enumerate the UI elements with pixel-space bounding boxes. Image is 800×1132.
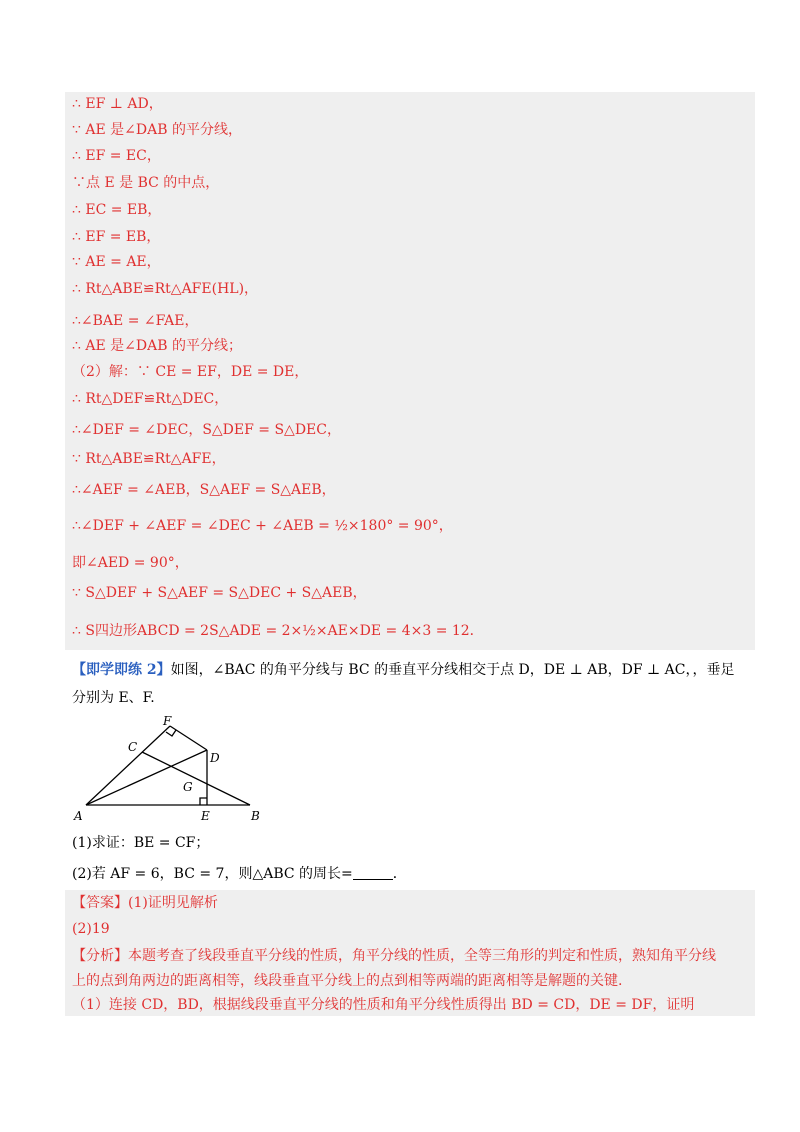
- solution-line: ∴ EF = EC，: [72, 148, 161, 164]
- exercise-stem: [72, 659, 754, 706]
- label-B: B: [251, 809, 260, 823]
- analysis-line-2: 上的点到角两边的距离相等，线段垂直平分线上的点到相等两端的距离相等是解题的关键.: [72, 973, 623, 989]
- segment-CB: [142, 752, 250, 805]
- right-angle-E: [200, 798, 207, 805]
- solution-line: ∴ Rt△ABE≌Rt△AFE(HL)，: [72, 281, 259, 297]
- solution-line: ∵ AE = AE，: [72, 254, 161, 270]
- question-2-suffix: ．: [392, 866, 407, 882]
- answer-text: (1)证明见解析: [128, 895, 218, 911]
- label-D: D: [210, 751, 220, 765]
- question-2: [72, 864, 407, 884]
- segment-FD: [170, 726, 207, 750]
- solution-line: 即∠AED = 90°，: [72, 555, 189, 571]
- label-E: E: [201, 809, 210, 823]
- solution-line: ∵ S△DEF + S△AEF = S△DEC + S△AEB，: [72, 585, 367, 601]
- right-angle-F: [166, 730, 176, 736]
- label-F: F: [163, 714, 172, 728]
- analysis-line-3: （1）连接 CD，BD，根据线段垂直平分线的性质和角平分线性质得出 BD = CD，DE = DF，证明: [72, 997, 695, 1013]
- exercise-stem-line2: 分别为 E、F.: [72, 690, 155, 706]
- answer-blank[interactable]: [353, 865, 393, 880]
- exercise-tag: 【即学即练 2】: [72, 662, 171, 678]
- answer-line-1: [72, 893, 218, 913]
- question-2-text: (2)若 AF = 6，BC = 7，则△ABC 的周长=: [72, 866, 353, 882]
- solution-line: ∵点 E 是 BC 的中点，: [72, 175, 220, 191]
- answer-line-2: (2)19: [72, 921, 110, 937]
- solution-line: ∴∠DEF = ∠DEC，S△DEF = S△DEC，: [72, 422, 341, 438]
- solution-line: （2）解：∵ CE = EF，DE = DE，: [72, 364, 309, 380]
- solution-line: ∵ Rt△ABE≌Rt△AFE，: [72, 451, 226, 467]
- analysis-text-1: 本题考查了线段垂直平分线的性质，角平分线的性质，全等三角形的判定和性质，熟知角平分线: [128, 948, 716, 964]
- solution-line: ∴ EC = EB，: [72, 202, 162, 218]
- solution-line: ∴ AE 是∠DAB 的平分线；: [72, 338, 242, 354]
- solution-line: ∴ S四边形ABCD = 2S△ADE = 2×½×AE×DE = 4×3 = 12．: [72, 623, 484, 639]
- label-C: C: [128, 740, 138, 754]
- segment-AF: [86, 726, 170, 805]
- answer-tag: 【答案】: [72, 895, 128, 911]
- solution-line: ∴∠AEF = ∠AEB，S△AEF = S△AEB，: [72, 482, 336, 498]
- solution-line: ∵ AE 是∠DAB 的平分线，: [72, 122, 242, 138]
- solution-line: ∴∠BAE = ∠FAE，: [72, 313, 199, 329]
- solution-line: ∴ EF ⊥ AD，: [72, 96, 163, 112]
- label-A: A: [74, 809, 83, 823]
- geometry-figure: [70, 712, 270, 824]
- solution-line: ∴ Rt△DEF≌Rt△DEC，: [72, 391, 229, 407]
- segment-AD: [86, 750, 207, 805]
- label-G: G: [183, 780, 193, 794]
- solution-line: ∴ EF = EB，: [72, 229, 161, 245]
- question-1: (1)求证：BE = CF；: [72, 835, 210, 851]
- analysis-line-1: [72, 946, 716, 966]
- analysis-tag: 【分析】: [72, 948, 128, 964]
- exercise-stem-line1: 如图，∠BAC 的角平分线与 BC 的垂直平分线相交于点 D，DE ⊥ AB，DF ⊥ AC，，垂足: [170, 662, 735, 678]
- solution-line: ∴∠DEF + ∠AEF = ∠DEC + ∠AEB = ½×180° = 90°，: [72, 518, 453, 534]
